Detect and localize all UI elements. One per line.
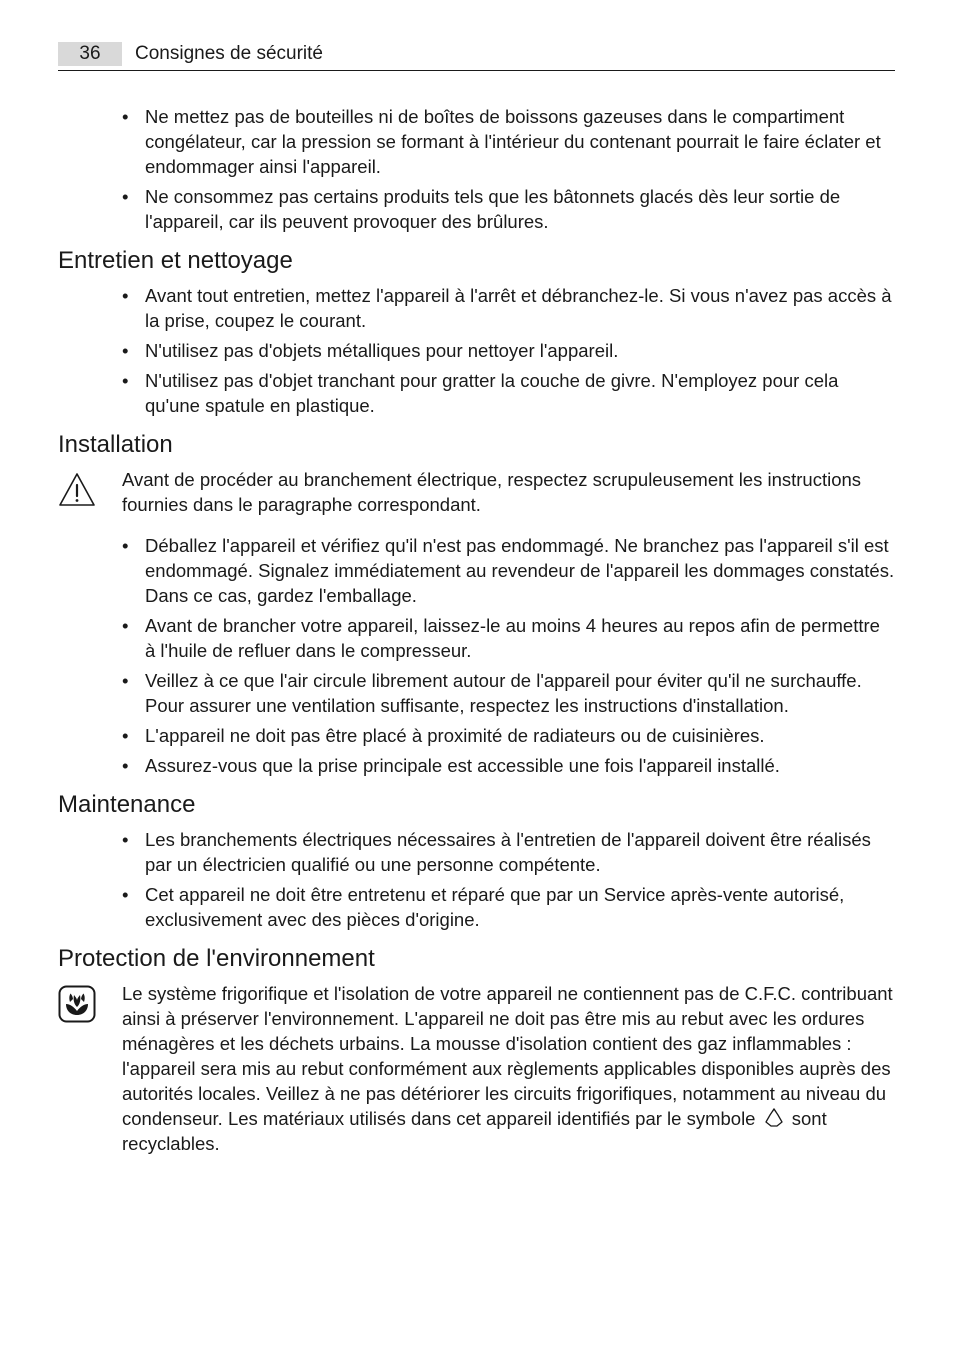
installation-warning [58,467,895,517]
list-item [58,827,895,877]
list-item-text: Déballez l'appareil et vérifiez qu'il n'est pas endommagé. Ne branchez pas l'appareil s'il est endommagé. Signalez immédiatement au revendeur de l'appareil les dommages constatés. Dans ce cas, gardez l'emballage. [145,535,895,606]
list-item-text: Ne mettez pas de bouteilles ni de boîtes de boissons gazeuses dans le compartiment congélateur, car la pression se formant à l'intérieur du contenant pourrait le faire éclater et endommager ainsi l'appareil. [145,106,881,177]
bullet-dot: • [122,670,129,691]
environment-text-end: sont recyclables. [122,1108,827,1154]
bullet-dot: • [122,755,129,776]
intro-bullet-list [58,104,895,234]
bullet-dot: • [122,829,129,850]
page-number: 36 [58,42,122,66]
page-content [58,104,895,1172]
list-item [58,533,895,608]
bullet-dot: • [122,615,129,636]
list-item-text: Avant tout entretien, mettez l'appareil à l'arrêt et débranchez-le. Si vous n'avez pas accès à la prise, coupez le courant. [145,285,892,331]
list-item [58,368,895,418]
recycle-symbol-icon [763,1107,785,1129]
entretien-bullet-list [58,283,895,418]
environment-text-main: Le système frigorifique et l'isolation de votre appareil ne contiennent pas de C.F.C. contribuant ainsi à préserver l'environnement. L'appareil ne doit pas être mis au rebut avec les ordures ménagères et les déchets urbains. La mousse d'isolation contient des gaz inflammables : l'appareil sera mis au rebut conformément aux règlements applicables disponibles auprès des autorités locales. Veillez à ne pas détériorer les circuits frigorifiques, notamment au niveau du condenseur. Les matériaux utilisés dans cet appareil identifiés par le symbole [122,983,893,1129]
heading-maintenance: Maintenance [58,791,196,818]
warning-triangle-icon [58,471,96,509]
list-item [58,613,895,663]
page-header [58,40,895,71]
bullet-dot: • [122,535,129,556]
bullet-dot: • [122,725,129,746]
installation-bullet-list [58,533,895,778]
section-header-title: Consignes de sécurité [135,43,323,64]
list-item [58,753,895,778]
list-item [58,882,895,932]
heading-environnement: Protection de l'environnement [58,945,375,972]
list-item-text: N'utilisez pas d'objet tranchant pour gratter la couche de givre. N'employez pour cela qu'une spatule en plastique. [145,370,839,416]
list-item-text: Ne consommez pas certains produits tels que les bâtonnets glacés dès leur sortie de l'appareil, car ils peuvent provoquer des brûlures. [145,186,841,232]
environment-notice [58,981,895,1156]
list-item-text: Veillez à ce que l'air circule librement autour de l'appareil pour éviter qu'il ne surchauffe. Pour assurer une ventilation suffisante, respectez les instructions d'installation. [145,670,862,716]
list-item-text: Assurez-vous que la prise principale est accessible une fois l'appareil installé. [145,755,780,776]
list-item [58,283,895,333]
list-item [58,184,895,234]
list-item [58,668,895,718]
list-item-text: Avant de brancher votre appareil, laissez-le au moins 4 heures au repos afin de permettre à l'huile de refluer dans le compresseur. [145,615,880,661]
bullet-dot: • [122,106,129,127]
bullet-dot: • [122,370,129,391]
maintenance-bullet-list [58,827,895,932]
list-item-text: Cet appareil ne doit être entretenu et réparé que par un Service après-vente autorisé, exclusivement avec des pièces d'origine. [145,884,845,930]
list-item-text: N'utilisez pas d'objets métalliques pour nettoyer l'appareil. [145,340,619,361]
bullet-dot: • [122,285,129,306]
environment-text [122,981,895,1156]
heading-installation: Installation [58,431,173,458]
bullet-dot: • [122,186,129,207]
list-item [58,723,895,748]
bullet-dot: • [122,340,129,361]
list-item-text: Les branchements électriques nécessaires à l'entretien de l'appareil doivent être réalisés par un électricien qualifié ou une personne compétente. [145,829,871,875]
list-item [58,104,895,179]
bullet-dot: • [122,884,129,905]
environment-flower-icon [58,985,96,1023]
list-item [58,338,895,363]
heading-entretien: Entretien et nettoyage [58,247,293,274]
list-item-text: L'appareil ne doit pas être placé à proximité de radiateurs ou de cuisinières. [145,725,765,746]
warning-text: Avant de procéder au branchement électrique, respectez scrupuleusement les instructions fournies dans le paragraphe correspondant. [122,469,862,515]
